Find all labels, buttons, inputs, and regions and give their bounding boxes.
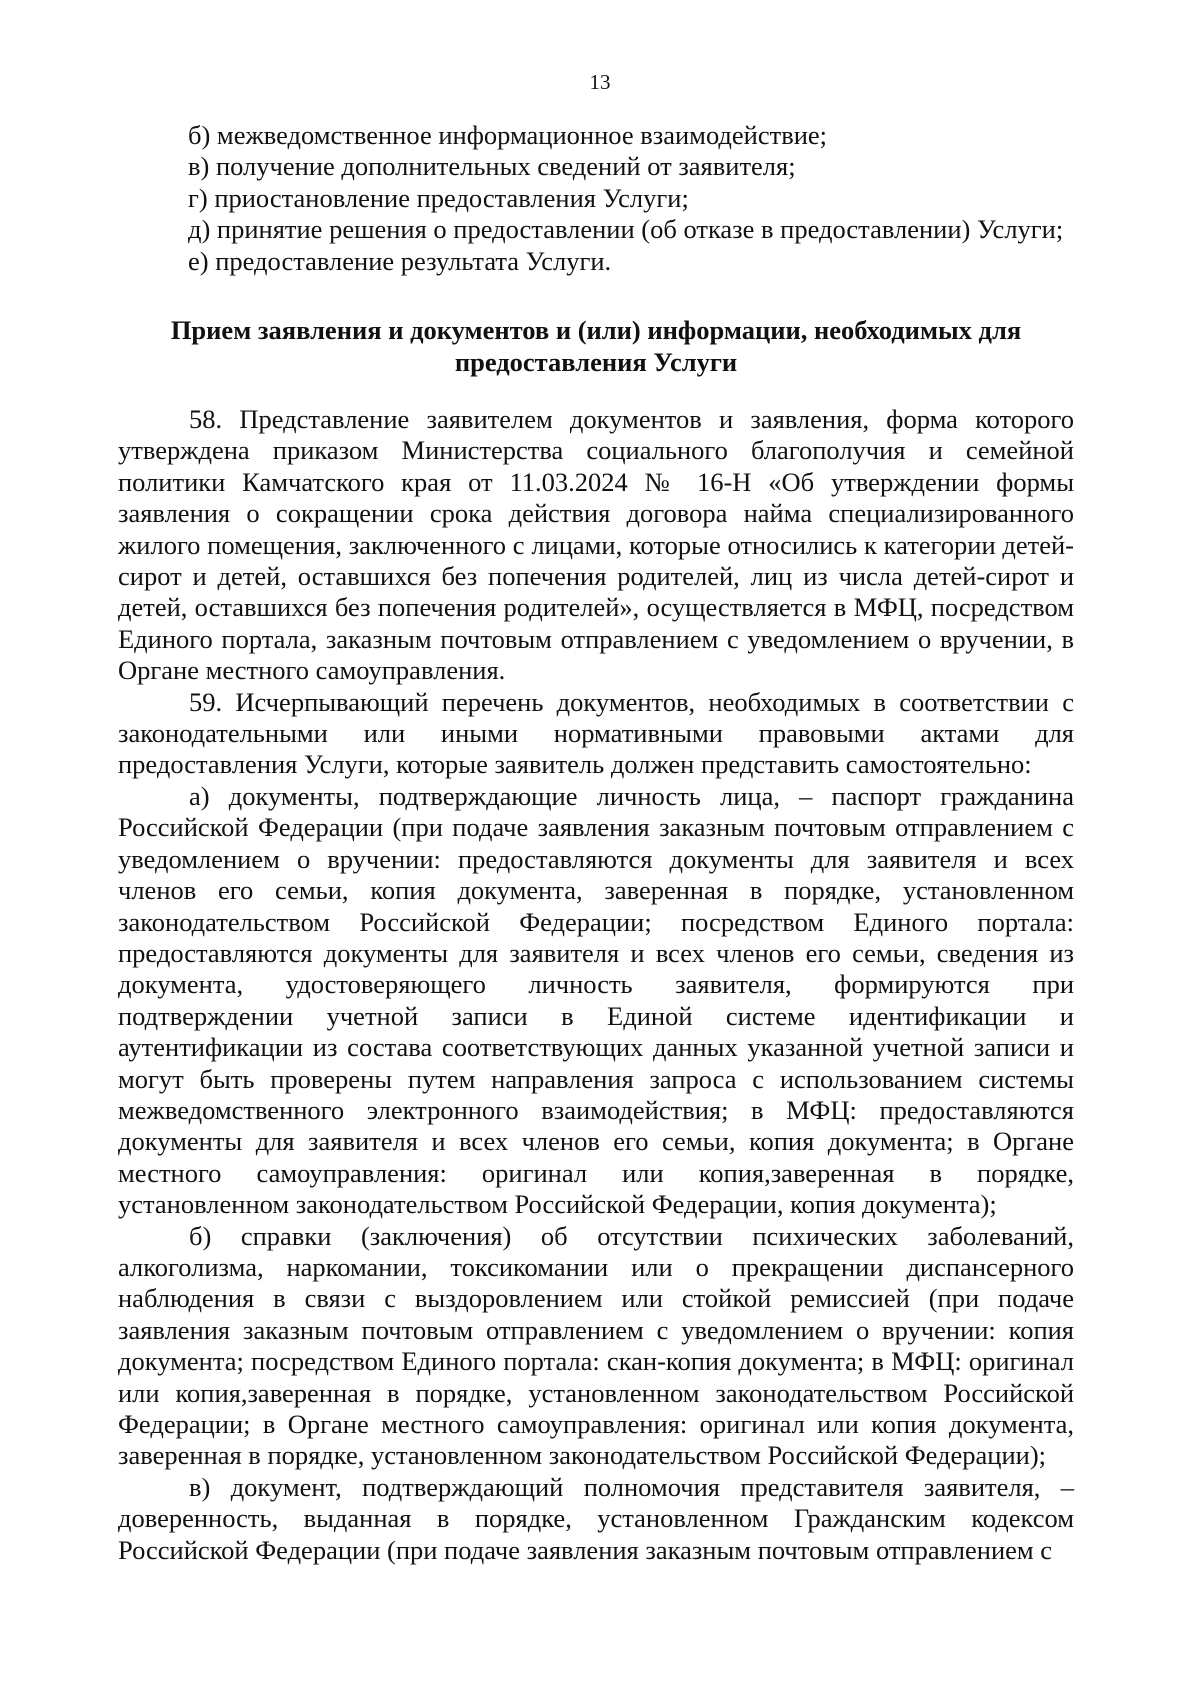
paragraph-59: 59. Исчерпывающий перечень документов, необходимых в соответствии с законодательными или иными нормативными правовыми актами для предоставления Услуги, которые заявитель должен представить самостоятельно: [118,686,1074,780]
procedure-list [188,120,1140,277]
list-item: в) получение дополнительных сведений от заявителя; [188,151,796,182]
section-heading-line: предоставления Услуги [454,347,738,377]
list-item: б) межведомственное информационное взаимодействие; [188,120,828,150]
subparagraph-b: б) справки (заключения) об отсутствии психических заболеваний, алкоголизма, наркомании, токсикомании или о прекращении диспансерного наблюдения в связи с выздоровлением или стойкой ремиссией (при подаче заявления заказным почтовым отправлением с уведомлением о вручении: копия документа; посредством Единого портала: скан-копия документа; в МФЦ: оригинал или копия,заверенная в порядке, установленном законодательством Российской Федерации; в Органе местного самоуправления: оригинал или копия документа, заверенная в порядке, установленном законодательством Российской Федерации); [118,1220,1074,1471]
document-body [118,404,1074,1566]
page-number: 13 [589,70,611,94]
section-heading-line: Прием заявления и документов и (или) информации, необходимых для [170,315,1022,345]
list-item: г) приостановление предоставления Услуги; [188,182,689,213]
list-item: д) принятие решения о предоставлении (об отказе в предоставлении) Услуги; [188,214,1064,245]
section-heading [118,314,1074,378]
subparagraph-a: а) документы, подтверждающие личность лица, – паспорт гражданина Российской Федерации (при подаче заявления заказным почтовым отправлением с уведомлением о вручении: предоставляются документы для заявителя и всех членов его семьи, копия документа, заверенная в порядке, установленном законодательством Российской Федерации; посредством Единого портала: предоставляются документы для заявителя и всех членов его семьи, сведения из документа, удостоверяющего личность заявителя, формируются при подтверждении учетной записи в Единой системе идентификации и аутентификации из состава соответствующих данных указанной учетной записи и могут быть проверены путем направления запроса с использованием системы межведомственного электронного взаимодействия; в МФЦ: предоставляются документы для заявителя и всех членов его семьи, копия документа; в Органе местного самоуправления: оригинал или копия,заверенная в порядке, установленном законодательством Российской Федерации, копия документа); [118,780,1074,1220]
subparagraph-v: в) документ, подтверждающий полномочия представителя заявителя, – доверенность, выданная в порядке, установленном Гражданским кодексом Российской Федерации (при подаче заявления заказным почтовым отправлением с [118,1471,1074,1565]
paragraph-58: 58. Представление заявителем документов и заявления, форма которого утверждена приказом Министерства социального благополучия и семейной политики Камчатского края от 11.03.2024 № 16-Н «Об утверждении формы заявления о сокращении срока действия договора найма специализированного жилого помещения, заключенного с лицами, которые относились к категории детей-сирот и детей, оставшихся без попечения родителей, лиц из числа детей-сирот и детей, оставшихся без попечения родителей», осуществляется в МФЦ, посредством Единого портала, заказным почтовым отправлением с уведомлением о вручении, в Органе местного самоуправления. [118,404,1074,686]
list-item: е) предоставление результата Услуги. [188,245,612,276]
